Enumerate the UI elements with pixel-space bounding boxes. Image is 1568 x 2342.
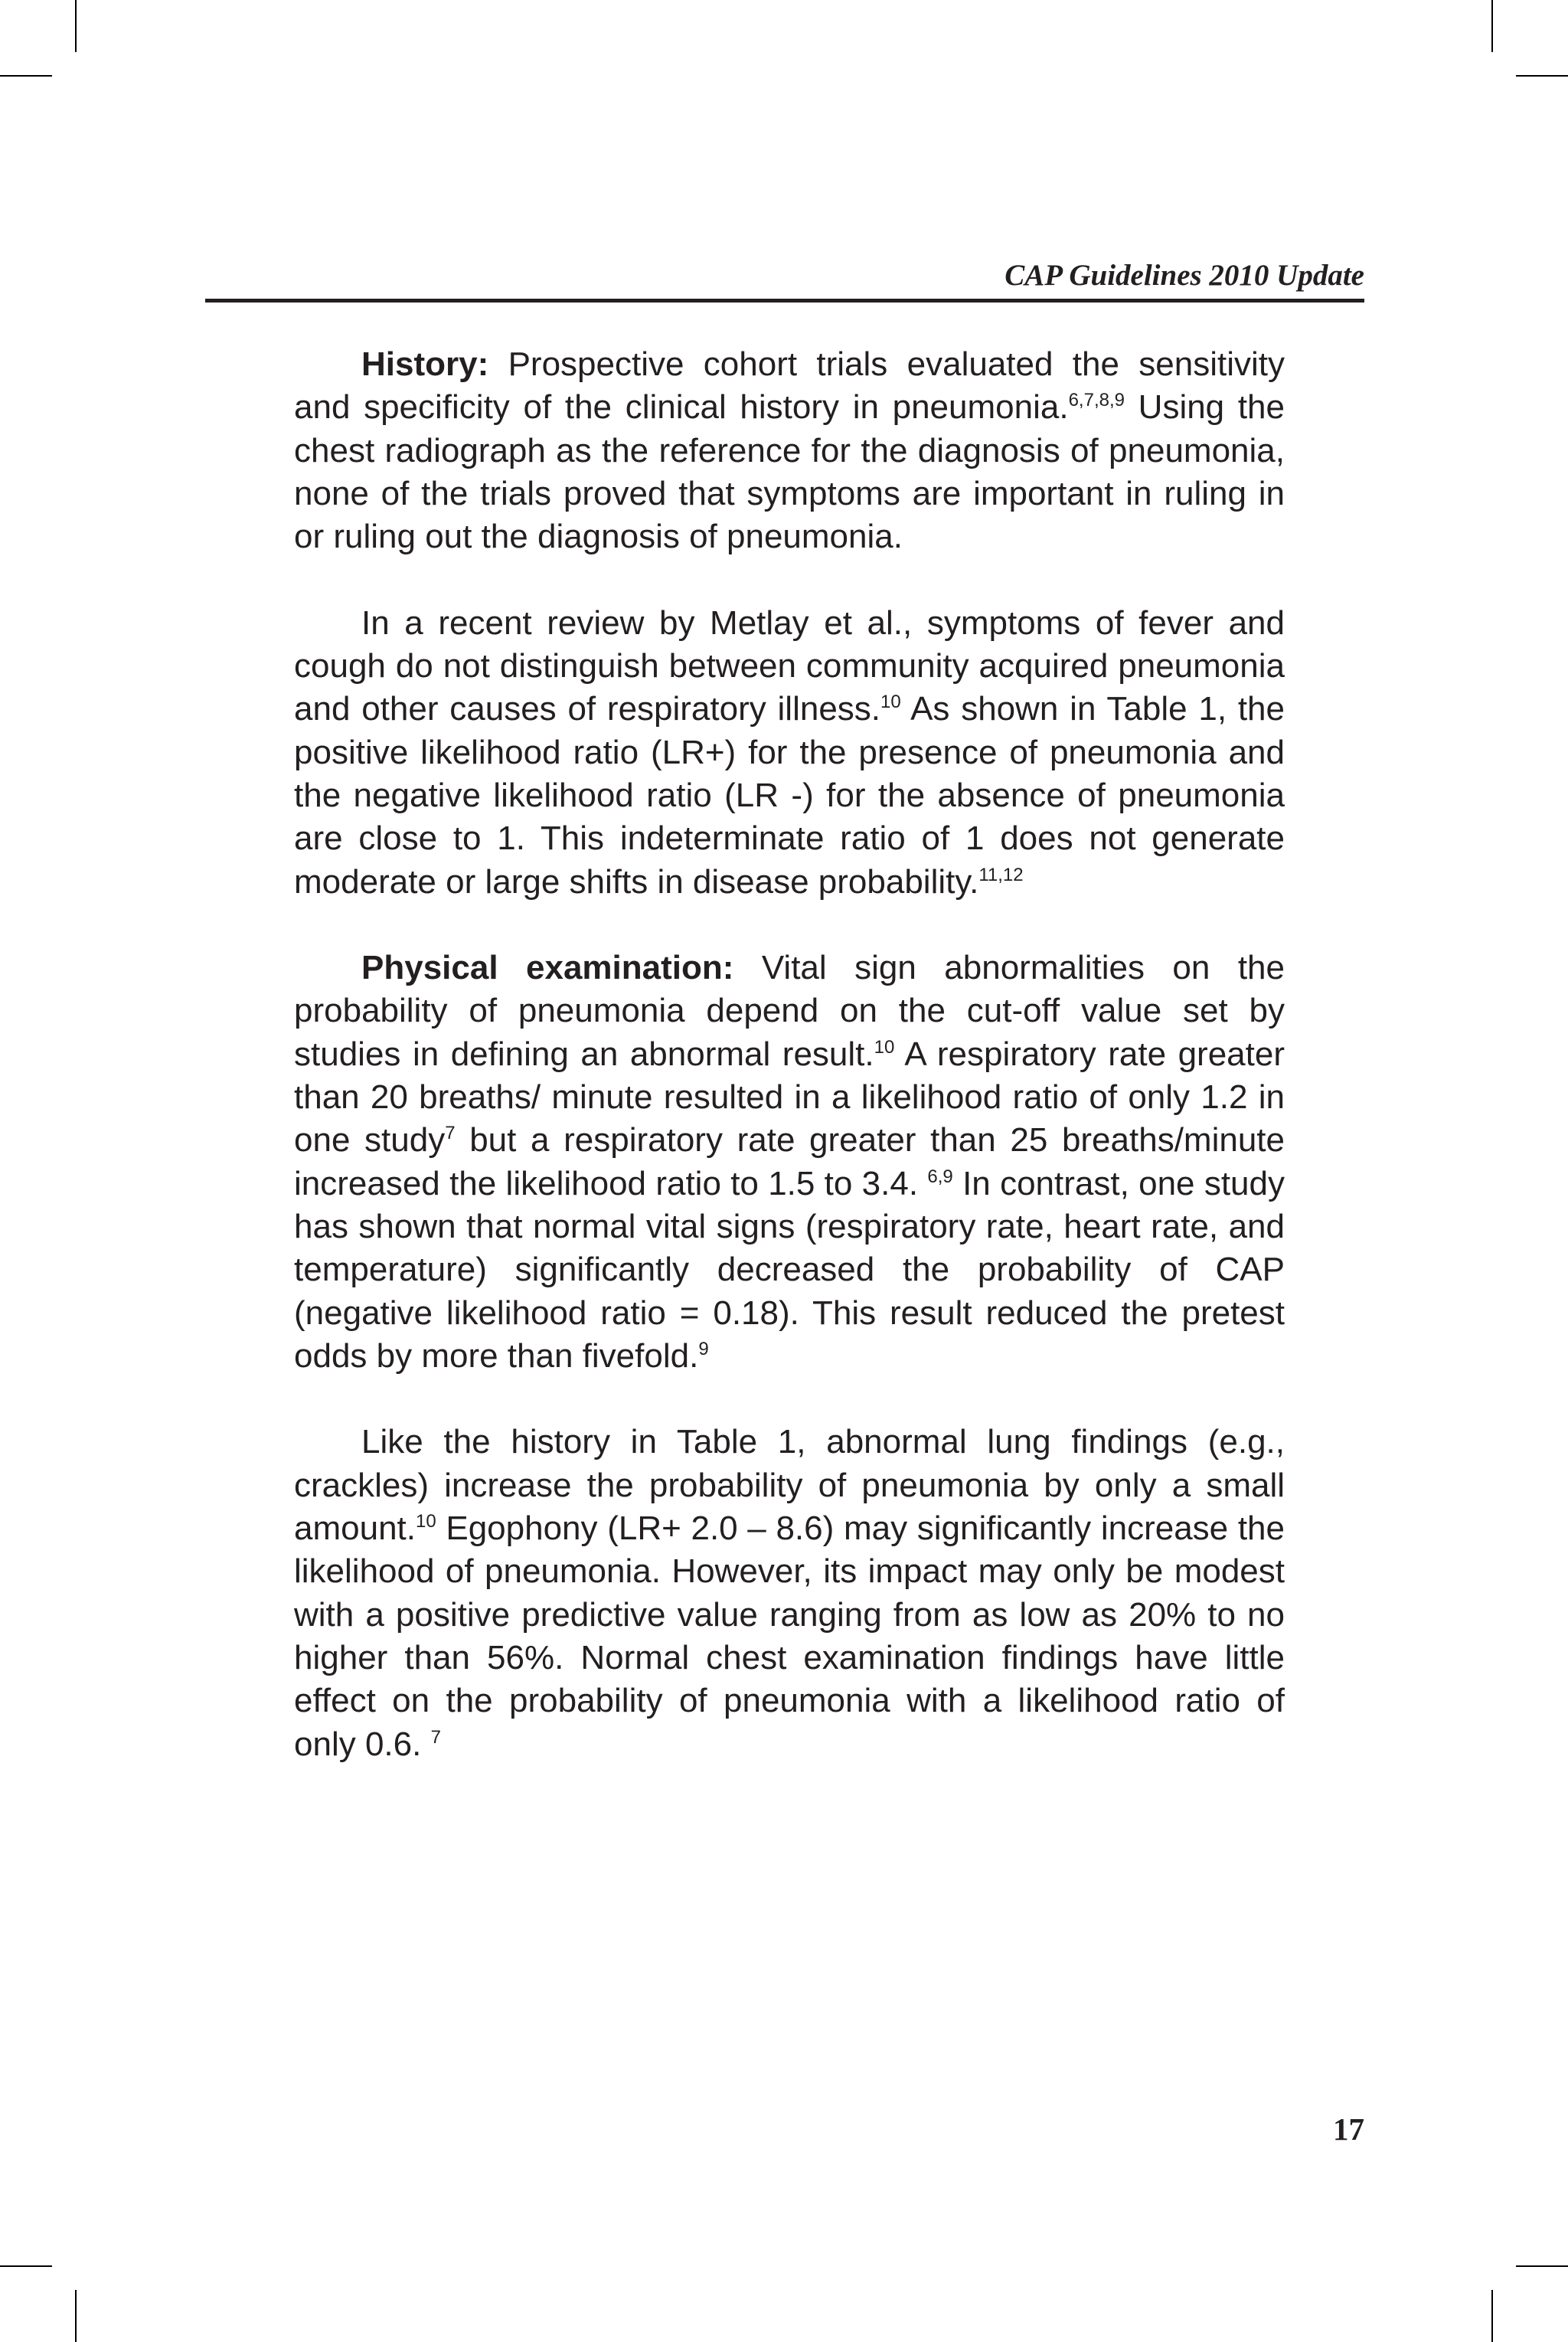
citation-ref: 9 — [698, 1338, 709, 1359]
citation-ref: 6,7,8,9 — [1068, 390, 1125, 411]
paragraph-physical-examination — [294, 947, 1285, 1378]
paragraph-lead: Physical examination: — [361, 949, 734, 987]
header-rule — [205, 299, 1364, 303]
citation-ref: 10 — [880, 692, 901, 713]
paragraph-lead: History: — [361, 345, 489, 383]
citation-ref: 11,12 — [978, 864, 1024, 885]
crop-mark-bottom-right-horizontal — [1516, 2265, 1568, 2267]
citation-ref: 7 — [430, 1726, 441, 1748]
crop-mark-bottom-right-vertical — [1491, 2290, 1493, 2342]
paragraph-history — [294, 343, 1285, 558]
crop-mark-top-left-vertical — [75, 0, 77, 52]
citation-ref: 7 — [445, 1123, 456, 1144]
paragraph-text: In a recent review by Metlay et al., symptoms of fever and cough do not distinguish between community acquired pneumonia and other causes of respiratory illness. — [294, 603, 1285, 728]
crop-mark-top-right-horizontal — [1516, 75, 1568, 77]
crop-mark-bottom-left-vertical — [75, 2290, 77, 2342]
running-head: CAP Guidelines 2010 Update — [1004, 259, 1364, 292]
citation-ref: 6,9 — [927, 1166, 953, 1187]
paragraph-text: Using the chest radiograph as the reference for the diagnosis of pneumonia, none of the trials proved that symptoms are important in ruling in or ruling out the diagnosis of pneumonia. — [294, 388, 1285, 556]
crop-mark-top-left-horizontal — [0, 75, 52, 77]
page-number: 17 — [1333, 2111, 1364, 2147]
paragraph-text: Egophony (LR+ 2.0 – 8.6) may significantly increase the likelihood of pneumonia. However, its impact may only be modest with a positive predictive value ranging from as low as 20% to no higher than 56%. Normal chest examination findings have little effect on the probability of pneumonia with a likelihood ratio of only 0.6. — [294, 1510, 1285, 1763]
crop-mark-top-right-vertical — [1491, 0, 1493, 52]
paragraph-text: Vital sign abnormalities on the probability of pneumonia depend on the cut-off value set by studies in defining an abnormal result. — [294, 949, 1285, 1073]
paragraph-text: As shown in Table 1, the positive likelihood ratio (LR+) for the presence of pneumonia and the negative likelihood ratio (LR -) for the absence of pneumonia are close to 1. This indeterminate ratio of 1 does not generate moderate or large shifts in disease probability. — [294, 690, 1285, 901]
paragraph-text: A respiratory rate greater than 20 breaths/ minute resulted in a likelihood ratio of only 1.2 in one study — [294, 1035, 1285, 1160]
citation-ref: 10 — [874, 1036, 895, 1058]
crop-mark-bottom-left-horizontal — [0, 2265, 52, 2267]
citation-ref: 10 — [415, 1511, 436, 1532]
paragraph-text: but a respiratory rate greater than 25 breaths/minute increased the likelihood ratio to 1.5 to 3.4. — [294, 1121, 1285, 1202]
body-text — [294, 343, 1285, 1766]
paragraph-text: Like the history in Table 1, abnormal lung findings (e.g., crackles) increase the probability of pneumonia by only a small amount. — [294, 1423, 1285, 1548]
paragraph-metlay-review — [294, 602, 1285, 904]
paragraph-text: Prospective cohort trials evaluated the sensitivity and specificity of the clinical history in pneumonia. — [294, 345, 1285, 427]
paragraph-lung-findings — [294, 1421, 1285, 1765]
paragraph-text: In contrast, one study has shown that normal vital signs (respiratory rate, heart rate, and temperature) significantly decreased the probability of CAP (negative likelihood ratio = 0.18). This result reduced the pretest odds by more than fivefold. — [294, 1164, 1285, 1375]
